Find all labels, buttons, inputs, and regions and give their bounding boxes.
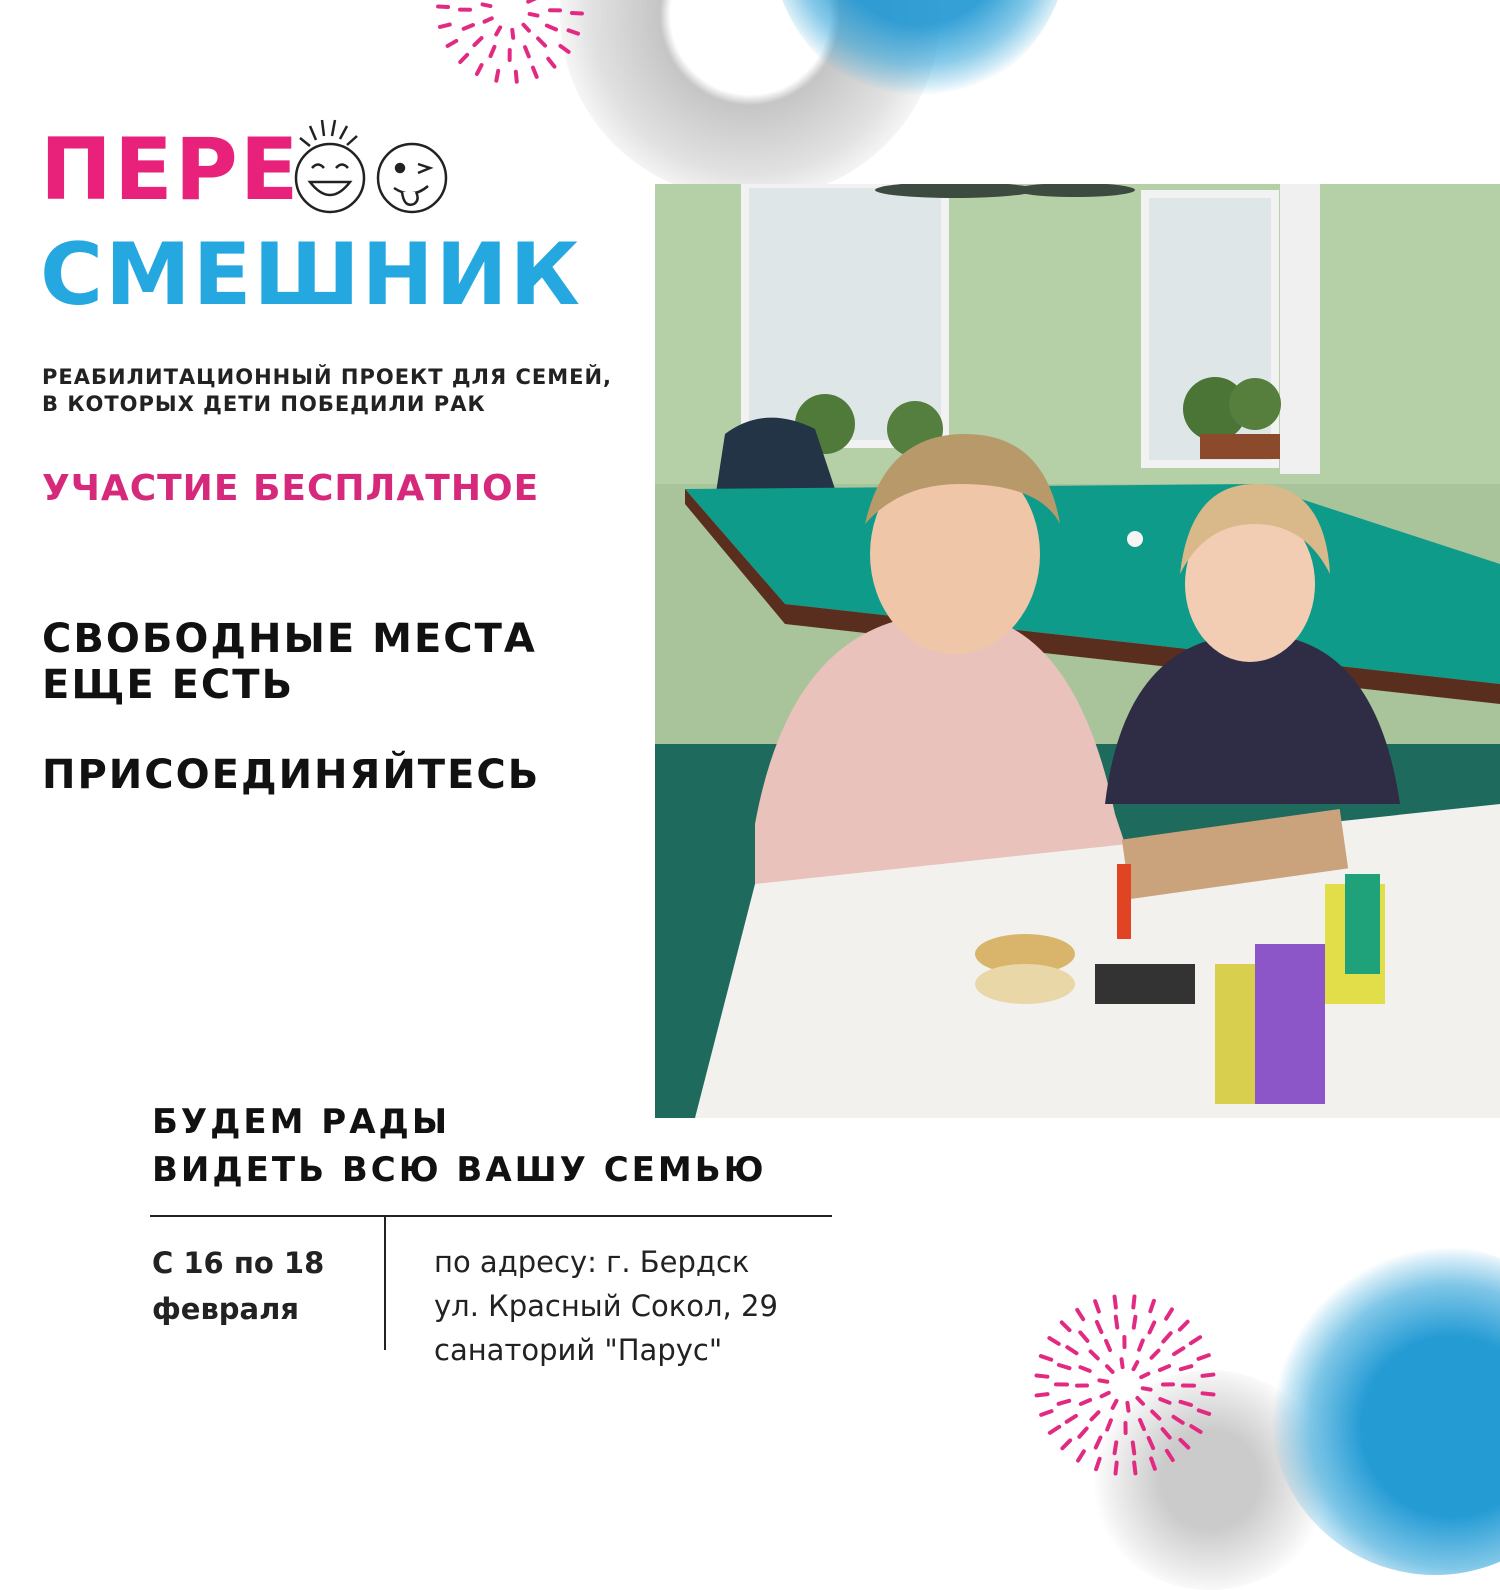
firework-stroke: [533, 68, 537, 77]
firework-stroke: [485, 18, 492, 21]
firework-stroke: [1133, 1297, 1134, 1308]
firework-stroke: [1095, 1301, 1099, 1311]
firework-stroke: [1152, 1412, 1159, 1419]
firework-stroke: [1080, 1367, 1089, 1371]
firework-stroke: [1041, 1411, 1051, 1415]
firework-stroke: [1096, 1438, 1101, 1448]
firework-stroke: [1107, 1420, 1111, 1429]
firework-stroke: [1166, 1309, 1172, 1318]
firework-stroke: [1134, 1362, 1138, 1369]
firework-stroke: [1181, 1366, 1192, 1369]
firework-stroke: [477, 65, 482, 74]
firework-stroke: [1059, 1401, 1070, 1404]
free-places-line1: СВОБОДНЫЕ МЕСТА: [42, 616, 537, 662]
firework-stroke: [524, 25, 529, 31]
firework-stroke: [1191, 1426, 1200, 1432]
event-address-line1: по адресу: г. Бердск: [434, 1240, 778, 1284]
firework-stroke: [512, 30, 513, 38]
firework-stroke: [1180, 1322, 1188, 1330]
firework-stroke: [1116, 1463, 1117, 1474]
welcome-line2: ВИДЕТЬ ВСЮ ВАШУ СЕМЬЮ: [152, 1146, 767, 1194]
firework-stroke: [528, 0, 535, 2]
firework-stroke: [491, 47, 495, 56]
pink-firework-top: [430, 0, 590, 100]
firework-stroke: [1139, 1340, 1143, 1349]
firework-stroke: [1077, 1310, 1083, 1319]
firework-stroke: [1037, 1394, 1048, 1395]
firework-stroke: [1149, 1438, 1153, 1448]
logo-title-line2: СМЕШНИК: [40, 225, 582, 325]
firework-stroke: [1050, 1427, 1059, 1433]
firework-stroke: [1137, 1398, 1143, 1404]
free-participation-text: УЧАСТИЕ БЕСПЛАТНОЕ: [42, 468, 539, 509]
firework-stroke: [483, 4, 491, 6]
firework-stroke: [1062, 1322, 1070, 1330]
firework-stroke: [1174, 1417, 1183, 1423]
firework-stroke: [1160, 1399, 1169, 1403]
winking-tongue-face-icon: [378, 144, 446, 212]
logo-title-line1: ПЕРЕ: [40, 120, 301, 220]
firework-stroke: [1141, 1374, 1148, 1377]
firework-stroke: [1096, 1459, 1100, 1469]
firework-stroke: [1115, 1297, 1116, 1308]
firework-stroke: [1122, 1359, 1123, 1367]
firework-stroke: [1133, 1442, 1134, 1453]
firework-stroke: [516, 72, 517, 82]
firework-stroke: [460, 55, 467, 62]
firework-stroke: [548, 59, 554, 67]
firework-stroke: [1081, 1400, 1090, 1404]
firework-stroke: [1107, 1366, 1113, 1372]
free-places-text: [42, 616, 537, 708]
firework-stroke: [496, 27, 500, 34]
firework-stroke: [1160, 1366, 1169, 1370]
firework-stroke: [440, 25, 450, 27]
firework-stroke: [464, 25, 473, 29]
project-description-line2: В КОТОРЫХ ДЕТИ ПОБЕДИЛИ РАК: [42, 391, 642, 418]
firework-stroke: [1134, 1317, 1136, 1328]
firework-stroke: [1115, 1442, 1117, 1453]
firework-stroke: [1059, 1365, 1070, 1368]
firework-stroke: [1150, 1322, 1155, 1332]
firework-stroke: [1049, 1338, 1058, 1344]
event-dates: [152, 1240, 324, 1332]
project-description: [42, 364, 642, 418]
firework-stroke: [1116, 1317, 1117, 1328]
family-photo: [655, 184, 1500, 1118]
firework-stroke: [1062, 1440, 1070, 1448]
firework-stroke: [1127, 1403, 1128, 1411]
firework-stroke: [1091, 1412, 1098, 1419]
firework-stroke: [1151, 1458, 1155, 1468]
firework-stroke: [569, 30, 578, 33]
welcome-text: [152, 1098, 767, 1194]
firework-stroke: [1174, 1348, 1183, 1354]
firework-stroke: [1099, 1380, 1107, 1381]
free-places-line2: ЕЩЕ ЕСТЬ: [42, 662, 537, 708]
firework-stroke: [1167, 1451, 1173, 1460]
firework-stroke: [1091, 1351, 1098, 1358]
firework-stroke: [1097, 1322, 1101, 1332]
firework-stroke: [1041, 1356, 1051, 1360]
firework-stroke: [474, 38, 481, 45]
firework-stroke: [1163, 1333, 1170, 1341]
firework-stroke: [530, 14, 538, 16]
firework-stroke: [1198, 1355, 1208, 1359]
firework-stroke: [496, 71, 498, 81]
welcome-line1: БУДЕМ РАДЫ: [152, 1098, 767, 1146]
pink-firework-bottom: [1030, 1290, 1220, 1480]
firework-stroke: [448, 41, 457, 46]
event-address: [434, 1240, 778, 1372]
firework-stroke: [1102, 1393, 1109, 1396]
event-dates-line1: С 16 по 18: [152, 1240, 324, 1286]
firework-stroke: [560, 46, 568, 52]
event-address-line2: ул. Красный Сокол, 29: [434, 1284, 778, 1328]
join-text: ПРИСОЕДИНЯЙТЕСЬ: [42, 752, 540, 798]
firework-stroke: [1067, 1347, 1076, 1353]
firework-stroke: [1191, 1337, 1200, 1343]
firework-stroke: [547, 26, 556, 30]
firework-stroke: [1067, 1416, 1076, 1422]
laughing-face-icon: [296, 120, 364, 212]
firework-stroke: [1134, 1462, 1135, 1473]
firework-stroke: [1113, 1401, 1117, 1408]
firework-stroke: [1143, 1388, 1151, 1389]
firework-stroke: [1078, 1451, 1084, 1460]
firework-stroke: [1150, 1301, 1154, 1311]
firework-stroke: [1203, 1393, 1214, 1394]
firework-stroke: [538, 38, 545, 45]
firework-stroke: [525, 47, 529, 56]
firework-stroke: [1181, 1402, 1192, 1405]
event-dates-line2: февраля: [152, 1286, 324, 1332]
firework-stroke: [1080, 1332, 1087, 1340]
firework-stroke: [1202, 1375, 1213, 1376]
project-description-line1: РЕАБИЛИТАЦИОННЫЙ ПРОЕКТ ДЛЯ СЕМЕЙ,: [42, 364, 642, 391]
horizontal-divider: [150, 1215, 832, 1217]
firework-stroke: [1106, 1341, 1110, 1350]
firework-stroke: [1152, 1351, 1159, 1358]
family-photo-illustration: [655, 184, 1500, 1118]
firework-stroke: [1163, 1429, 1170, 1437]
vertical-divider: [384, 1217, 386, 1350]
firework-stroke: [1199, 1410, 1209, 1414]
logo-smileys: [290, 118, 460, 218]
firework-stroke: [1079, 1428, 1086, 1436]
firework-stroke: [1180, 1440, 1188, 1448]
event-address-line3: санаторий "Парус": [434, 1328, 778, 1372]
firework-stroke: [1140, 1420, 1144, 1429]
firework-stroke: [1037, 1376, 1048, 1377]
